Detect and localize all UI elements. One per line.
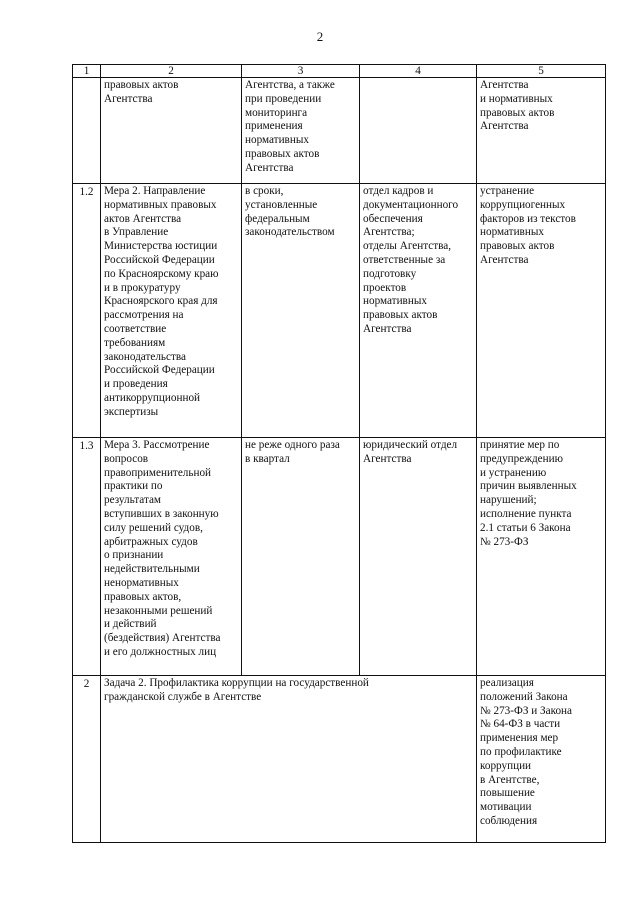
result-cell: реализация положений Закона № 273-ФЗ и Закона № 64-ФЗ в части применения мер по профилактике коррупции в Агентстве, повышение мотивации соблюдения xyxy=(477,676,606,843)
result-cell: устранение коррупциогенных факторов из текстов нормативных правовых актов Агентства xyxy=(477,184,606,438)
table-row xyxy=(73,676,606,843)
table-row xyxy=(73,78,606,184)
row-number-cell: 1.2 xyxy=(73,184,101,438)
table-header-row xyxy=(73,65,606,78)
column-header-4: 4 xyxy=(360,65,477,78)
column-header-1: 1 xyxy=(73,65,101,78)
responsible-cell: отдел кадров и документационного обеспечения Агентства; отделы Агентства, ответственные за подготовку проектов нормативных правовых актов Агентства xyxy=(360,184,477,438)
result-cell: Агентства и нормативных правовых актов Агентства xyxy=(477,78,606,184)
column-header-2: 2 xyxy=(101,65,242,78)
measure-cell: Мера 3. Рассмотрение вопросов правоприменительной практики по результатам вступивших в законную силу решений судов, арбитражных судов о признании недействительными ненормативных правовых актов, незаконными решений и действий (бездействия) Агентства и его должностных лиц xyxy=(101,438,242,676)
page-number: 2 xyxy=(316,29,324,44)
deadline-cell: не реже одного раза в квартал xyxy=(242,438,360,676)
row-number-cell: 2 xyxy=(73,676,101,843)
deadline-cell: в сроки, установленные федеральным законодательством xyxy=(242,184,360,438)
measures-table xyxy=(72,64,606,843)
measure-cell: Мера 2. Направление нормативных правовых актов Агентства в Управление Министерства юстиции Российской Федерации по Красноярскому краю и в прокуратуру Красноярского края для рассмотрения на соответствие требованиям законодательства Российской Федерации и проведения антикоррупционной экспертизы xyxy=(101,184,242,438)
measure-cell: правовых актов Агентства xyxy=(101,78,242,184)
responsible-cell: юридический отдел Агентства xyxy=(360,438,477,676)
deadline-cell: Агентства, а также при проведении мониторинга применения нормативных правовых актов Агентства xyxy=(242,78,360,184)
task-cell: Задача 2. Профилактика коррупции на государственной гражданской службе в Агентстве xyxy=(101,676,477,843)
row-number-cell: 1.3 xyxy=(73,438,101,676)
column-header-3: 3 xyxy=(242,65,360,78)
column-header-5: 5 xyxy=(477,65,606,78)
row-number-cell xyxy=(73,78,101,184)
table-row xyxy=(73,184,606,438)
result-cell: принятие мер по предупреждению и устранению причин выявленных нарушений; исполнение пункта 2.1 статьи 6 Закона № 273-ФЗ xyxy=(477,438,606,676)
table-row xyxy=(73,438,606,676)
responsible-cell xyxy=(360,78,477,184)
